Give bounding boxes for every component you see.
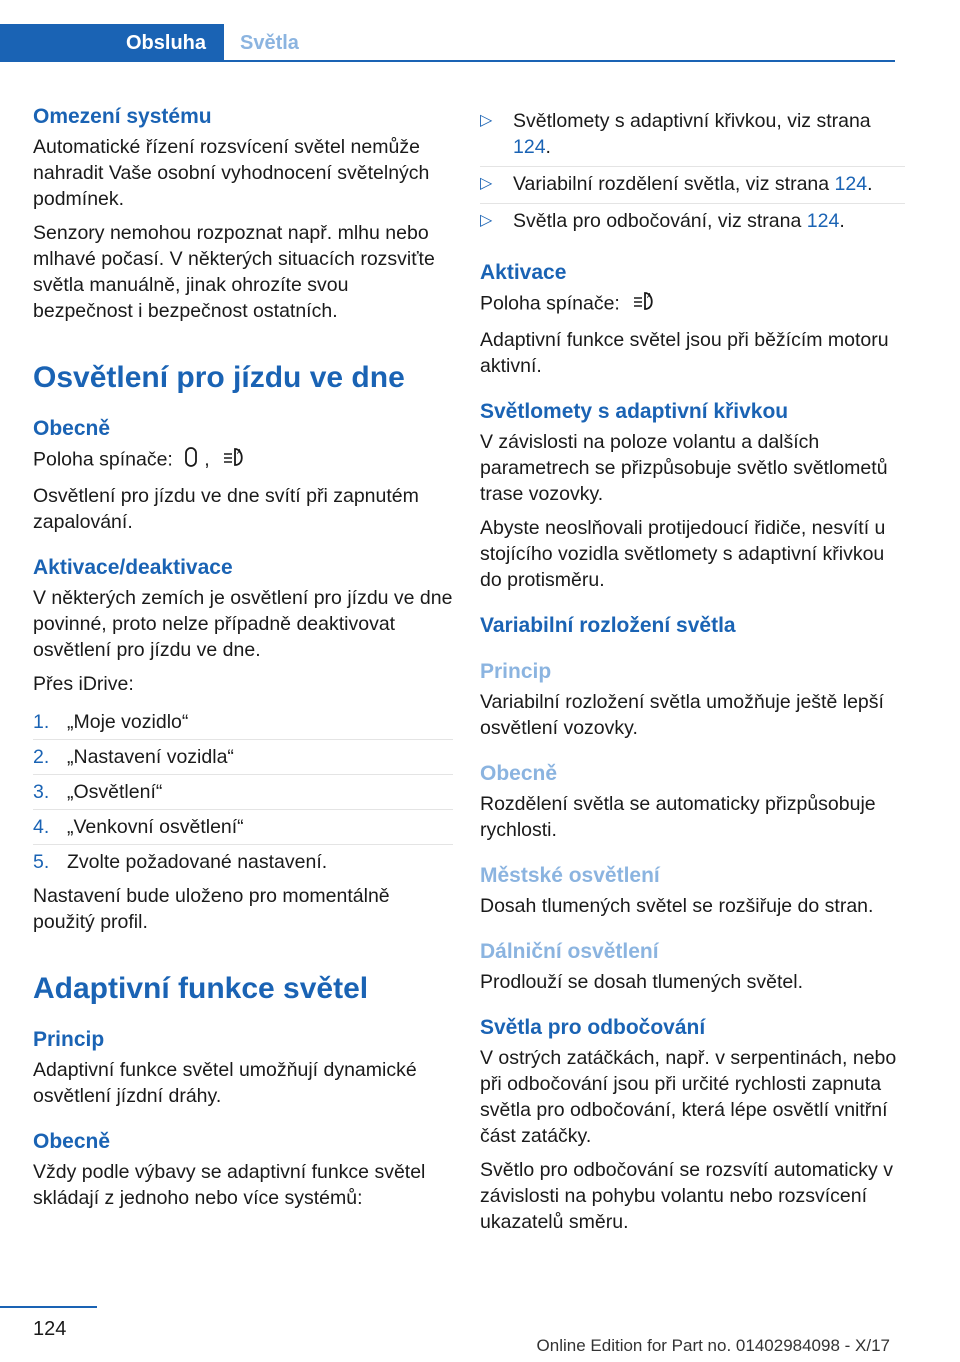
pres-idrive-text: Přes iDrive: xyxy=(33,673,134,695)
step-text: „Venkovní osvětlení“ xyxy=(67,816,244,838)
obecne-paragraph-2: Vždy podle výbavy se adaptivní funkce světel skládají z jednoho nebo více systémů: xyxy=(33,1161,426,1209)
tab-svetla[interactable] xyxy=(240,24,299,62)
ref-period: . xyxy=(839,210,845,232)
poloha-separator: , xyxy=(204,448,210,471)
princip-heading: Princip xyxy=(33,1028,105,1051)
princip-paragraph-2: Variabilní rozložení světla umožňuje ještě lepší osvětlení vozovky. xyxy=(480,691,884,739)
list-item xyxy=(480,167,905,204)
svg-text:A: A xyxy=(237,449,242,456)
odbocovani-paragraph-1: V ostrých zatáčkách, např. v serpentinách, nebo při odbočování jsou při určité rychlosti zapnuta světla pro odbočování, která lépe osvětlí vnitřní část zatáčky. xyxy=(480,1047,897,1147)
section-title-denni: Osvětlení pro jízdu ve dne xyxy=(33,361,405,394)
auto-light-icon xyxy=(631,290,657,319)
ref-period: . xyxy=(867,173,873,195)
ref-period: . xyxy=(545,136,551,158)
svg-text:A: A xyxy=(647,293,652,300)
step-text: „Osvětlení“ xyxy=(67,781,163,803)
princip-subheading: Princip xyxy=(480,660,552,683)
mestske-heading: Městské osvětlení xyxy=(480,864,660,887)
poloha-label-1: Poloha spínače: xyxy=(33,448,173,471)
step-text: „Moje vozidlo“ xyxy=(67,711,189,733)
list-item xyxy=(480,204,905,240)
obecne-paragraph-3: Rozdělení světla se automaticky přizpůsobuje rychlosti. xyxy=(480,793,876,841)
aktivace-deaktivace-paragraph: V některých zemích je osvětlení pro jízdu ve dne povinné, proto nelze případně deaktivovat osvětlení pro jízdu ve dne. xyxy=(33,587,453,661)
triangle-bullet-icon: ▷ xyxy=(480,175,493,192)
dalnicni-heading: Dálniční osvětlení xyxy=(480,940,659,963)
step-number: 2. xyxy=(33,746,50,768)
auto-light-icon xyxy=(221,446,247,475)
step-number: 1. xyxy=(33,711,50,733)
omezeni-paragraph-2: Senzory nemohou rozpoznat např. mlhu nebo mlhavé počasí. V některých situacích rozsviťte světla manuálně, jinak ohrozíte svou bezpečnost i bezpečnost ostatních. xyxy=(33,222,435,322)
triangle-bullet-icon: ▷ xyxy=(480,212,493,229)
tab-obsluha[interactable] xyxy=(0,24,224,62)
ref-label: Světlomety s adaptivní křivkou, viz strana xyxy=(513,110,871,132)
list-item xyxy=(33,845,453,879)
aktivace-paragraph: Adaptivní funkce světel jsou při běžícím motoru aktivní. xyxy=(480,329,889,377)
tab-obsluha-label: Obsluha xyxy=(125,31,206,54)
list-item xyxy=(33,740,453,775)
ref-text xyxy=(513,108,905,160)
mestske-paragraph: Dosah tlumených světel se rozšiřuje do stran. xyxy=(480,895,874,917)
right-column xyxy=(480,104,905,1243)
svetlomety-paragraph-1: V závislosti na poloze volantu a dalších parametrech se přizpůsobuje světlo světlometů trase vozovky. xyxy=(480,431,888,505)
ulozeno-paragraph: Nastavení bude uloženo pro momentálně použitý profil. xyxy=(33,885,390,933)
ref-label: Světla pro odbočování, viz strana xyxy=(513,210,802,232)
obecne-paragraph-1: Osvětlení pro jízdu ve dne svítí při zapnutém zapalování. xyxy=(33,485,419,533)
step-number: 4. xyxy=(33,816,50,838)
poloha-label-2: Poloha spínače: xyxy=(480,292,620,315)
aktivace-deaktivace-heading: Aktivace/deaktivace xyxy=(33,556,233,579)
omezeni-paragraph-1: Automatické řízení rozsvícení světel nemůže nahradit Vaše osobní vyhodnocení světelných podmínek. xyxy=(33,136,430,210)
tab-svetla-label: Světla xyxy=(240,31,299,54)
page-number-rule xyxy=(0,1306,97,1308)
step-number: 3. xyxy=(33,781,50,803)
aktivace-heading: Aktivace xyxy=(480,261,567,284)
idrive-steps xyxy=(33,705,453,879)
page-number: 124 xyxy=(33,1318,67,1340)
step-number: 5. xyxy=(33,851,50,873)
poloha-line-1 xyxy=(33,446,453,475)
svetlomety-paragraph-2: Abyste neoslňovali protijedoucí řidiče, nesvítí u stojícího vozidla světlomety s adaptivní křivkou do protisměru. xyxy=(480,517,886,591)
header-tabs xyxy=(0,24,895,62)
switch-off-icon xyxy=(184,446,198,475)
variabilni-heading: Variabilní rozložení světla xyxy=(480,614,736,637)
obecne-heading-2: Obecně xyxy=(33,1130,111,1153)
page-link[interactable]: 124 xyxy=(513,136,546,158)
obecne-heading-1: Obecně xyxy=(33,417,111,440)
dalnicni-paragraph: Prodlouží se dosah tlumených světel. xyxy=(480,971,804,993)
list-item xyxy=(33,775,453,810)
ref-text xyxy=(513,208,845,234)
step-text: „Nastavení vozidla“ xyxy=(67,746,234,768)
list-item xyxy=(33,810,453,845)
section-title-adaptivni: Adaptivní funkce světel xyxy=(33,972,369,1005)
header-rule xyxy=(0,60,895,62)
left-column xyxy=(33,104,453,1219)
list-item xyxy=(480,104,905,167)
page-link[interactable]: 124 xyxy=(834,173,868,195)
step-text: Zvolte požadované nastavení. xyxy=(67,851,328,873)
page-link[interactable]: 124 xyxy=(806,210,840,232)
odbocovani-heading: Světla pro odbočování xyxy=(480,1016,706,1039)
omezeni-heading: Omezení systému xyxy=(33,105,212,128)
triangle-bullet-icon: ▷ xyxy=(480,112,493,129)
edition-footer: Online Edition for Part no. 01402984098 - X/17 xyxy=(536,1336,890,1355)
princip-paragraph: Adaptivní funkce světel umožňují dynamické osvětlení jízdní dráhy. xyxy=(33,1059,417,1107)
obecne-subheading: Obecně xyxy=(480,762,558,785)
systems-list xyxy=(480,104,905,240)
svetlomety-heading: Světlomety s adaptivní křivkou xyxy=(480,400,789,423)
ref-label: Variabilní rozdělení světla, viz strana xyxy=(513,173,830,195)
poloha-line-2 xyxy=(480,290,905,319)
list-item xyxy=(33,705,453,740)
ref-text xyxy=(513,171,873,197)
odbocovani-paragraph-2: Světlo pro odbočování se rozsvítí automaticky v závislosti na pohybu volantu nebo rozsvícení ukazatelů směru. xyxy=(480,1159,893,1233)
